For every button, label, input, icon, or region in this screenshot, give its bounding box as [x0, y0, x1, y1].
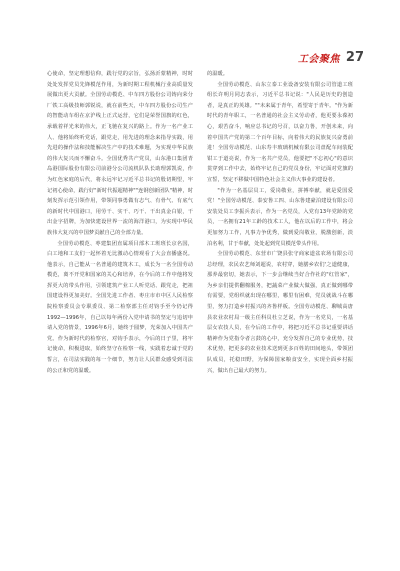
- paragraph: "作为一名基层员工，爱岗敬业，拼搏奉献，就是爱国爱党！"全国劳动模范、泰安鲁工四、山东鲁建豪泊建设有限公司安装处员工李振兵表示，作为一名党员，入党有13年党龄的党员，一名拥有21年工龄的技术工人，他在以后的工作中，将会更加努力工作，凡事力争优秀，做到爱岗敬业，脱激创新，淡泊名利，甘于奉献，处处起到党员模范带头作用。: [207, 187, 353, 247]
- section-title: 工会聚焦: [297, 54, 340, 65]
- article-body: [47, 69, 353, 489]
- paragraph: 全国劳动模范、山东立泰工业设备安装有限公司管道工班组长许明月同志表示，习近平总书记说："人民是历史的创造者，是真正的英雄。""未来属于青年，希望寄于青年。"作为新时代的青年职工，一名普通的社会主义劳动者，他更要永葆初心，艰苦奋斗，响应总书记的号召，以奋力鲁，开创未来，向着中国共产党的第二个百年目标，向着伟大的民族复兴奋勇前进！全国劳动模范、山东寿丰玻璃机械有限公司盘配车间装配钳工于道亮说，作为一名共产党员，他要把"不忘初心"的意识贯穿到工作中去，始终牢记自己的党员身份，牢记面对党旗的宣誓，坚定不移做中国特色社会主义伟大事业的建设者。: [207, 81, 353, 183]
- page-number: 27: [345, 50, 364, 65]
- right-column: [207, 69, 353, 489]
- paragraph: 心使命，坚定理想信仰，践行党的宗旨，弘扬沂蒙精神，时时处处发挥党员先锋模范作用，为新时期工程机械行业高质量发展做出更大贡献。全国劳动模范、中车四方股份公司铸向荣分厂铁工高级技师郭锐说，就在前些天，中车四方股份公司生产的智能动车组在京沪线上正式运营，它们是荣誉国旗的红色，承载着祥光米的伟大，正飞驰在复兴的路上。作为一名产业工人、他将始终听党话，跟党走，用先进的理念来指导实践，用先进的操作法和技能解决生产中的技术难题，为实现中华民族的伟大复兴而不懈奋斗。全国优秀共产党员，山东港口集团青岛港国际股份有限公司前港分公司流机队队长助理郭凯说，作为红色家庭的后代，将永远牢记习近平总书记的殷切期望，牢记初心使命，践行好"新时代振超精神""连钢创新团队"精神，时刻发挥示范引领作用，带领同事勇做有志气、有骨气、有底气的新时代中国港口，用劳干、实干、巧干、干出真金白银，干出金字招牌，为加快建设世界一流的海洋港口，为实现中华民族伟大复兴的中国梦贡献自己的全部力量。: [47, 71, 193, 236]
- paragraph: 的温暖。: [207, 71, 228, 77]
- page-header: [298, 50, 364, 65]
- paragraph: 全国劳动模范、东营市广饶县张守商家道盆农场有限公司总经理，农民农艺师刘超说，农村穿，她膳乡农们'之道健康，那养最密切，她表示，下一步会继续当好合作社的"红管家"，为乡亲们提供翻棉服务，把蔬菜产业做大做强，真正做到哪带有需要，党组织就出现在哪里，哪里有困难，党员就战斗在哪里，努力打造乡村振兴的齐鲁样板。全国劳动模范、聊城高唐县农业农村局一级主任科员杜立芝说，作为一名党员，一名基层女农技人员，在今后的工作中，将把习近平总书记重要讲话精神作为党指令者言鼓的心中，充分发挥自己的专业优势，技术优势，把更多的农业技术送到更多百姓的田间地头，带领团队成员，托稳田野，为保障国家粮食安全，实现全面乡村振兴，做出自己最大的努力。: [207, 251, 353, 374]
- left-column: [47, 69, 193, 489]
- paragraph: 全国劳动模范、枣建集团直属项目部木工班班长京名国，白工地和工友们一起怀着无比激动心情观看了大会直播盛况。他表示，自己能从一名普通的建筑木工，成长为一名全国劳动模范，离不开党和国家的关心和培养，在今后的工作中他将发挥更大的带头作用，引领建筑产业工人听党话、跟党走，把祖国建设得更加美好。全国先进工作者、枣庄市市中区人民检察院检察委员会专职委员、第二检察部主任对钧手至今仍记得1992—1996年，自己以每年两份入党申请书的坚定与追切申请入党的情景，1996年6月，她终于圆梦，光荣加入中国共产党。作为新时代的检察官，对钧手表示，今后的日子里，将牢记使命，积极进取，始终坚守在检察一线，实践着忠诚于党的誓言，在司法实践的每一个细节，努力让人民群众感受到司法的公正和党的温暖。: [47, 240, 193, 374]
